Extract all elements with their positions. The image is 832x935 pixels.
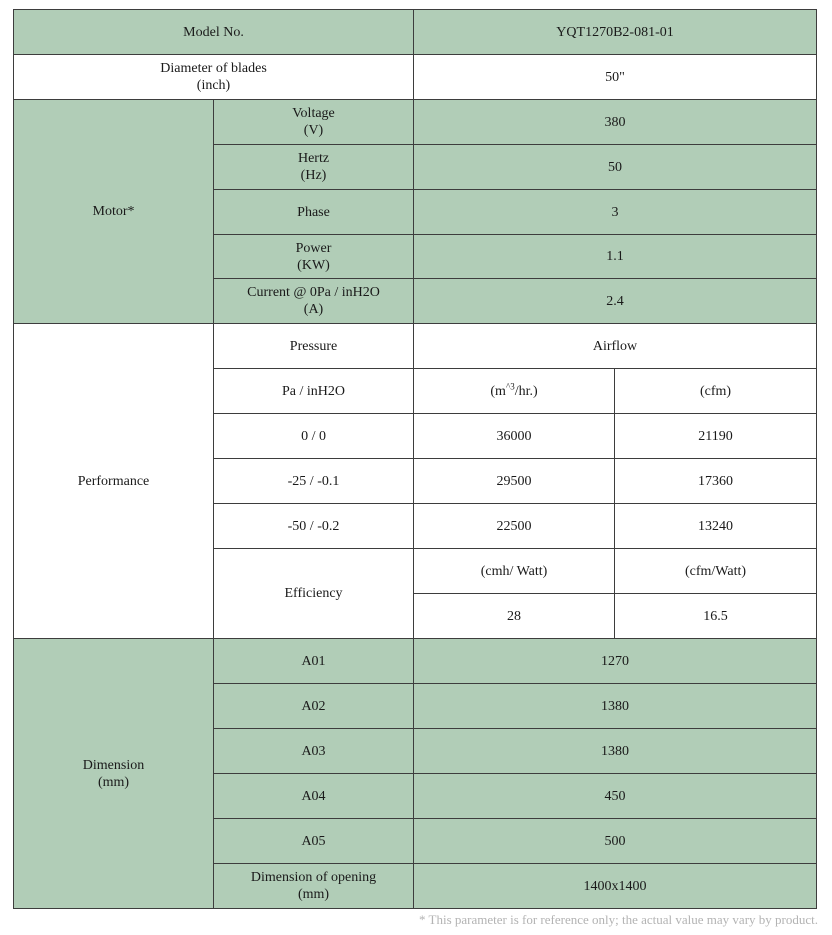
dimension-a01-value: 1270 (414, 639, 817, 684)
motor-phase-value: 3 (414, 190, 817, 235)
diameter-value: 50" (414, 55, 817, 100)
airflow-cfm-value: 13240 (615, 504, 817, 549)
footnote: * This parameter is for reference only; the actual value may vary by product. (419, 912, 818, 927)
efficiency-label: Efficiency (214, 549, 414, 639)
model-value: YQT1270B2-081-01 (414, 10, 817, 55)
motor-row-voltage (14, 100, 817, 145)
motor-phase-label: Phase (214, 190, 414, 235)
airflow-cfm-value: 17360 (615, 459, 817, 504)
airflow-m3-value: 29500 (414, 459, 615, 504)
airflow-header: Airflow (414, 324, 817, 369)
dimension-row-a01 (14, 639, 817, 684)
dimension-opening-label: Dimension of opening (mm) (214, 864, 414, 909)
pressure-value: 0 / 0 (214, 414, 414, 459)
model-label: Model No. (14, 10, 414, 55)
pressure-value: -25 / -0.1 (214, 459, 414, 504)
pressure-header: Pressure (214, 324, 414, 369)
airflow-unit-cfm: (cfm) (615, 369, 817, 414)
dimension-a01-label: A01 (214, 639, 414, 684)
airflow-m3-value: 22500 (414, 504, 615, 549)
motor-current-label: Current @ 0Pa / inH2O (A) (214, 279, 414, 324)
dimension-a05-value: 500 (414, 819, 817, 864)
dimension-a03-label: A03 (214, 729, 414, 774)
motor-current-value: 2.4 (414, 279, 817, 324)
performance-label: Performance (14, 324, 214, 639)
airflow-m3-value: 36000 (414, 414, 615, 459)
motor-voltage-value: 380 (414, 100, 817, 145)
dimension-a04-value: 450 (414, 774, 817, 819)
model-row (14, 10, 817, 55)
dimension-opening-value: 1400x1400 (414, 864, 817, 909)
efficiency-unit-cmh: (cmh/ Watt) (414, 549, 615, 594)
airflow-cfm-value: 21190 (615, 414, 817, 459)
dimension-a03-value: 1380 (414, 729, 817, 774)
motor-power-label: Power (KW) (214, 235, 414, 279)
dimension-a02-label: A02 (214, 684, 414, 729)
performance-header-row (14, 324, 817, 369)
efficiency-cmh-value: 28 (414, 594, 615, 639)
diameter-row (14, 55, 817, 100)
dimension-a04-label: A04 (214, 774, 414, 819)
motor-hertz-value: 50 (414, 145, 817, 190)
motor-label: Motor* (14, 100, 214, 324)
pressure-unit: Pa / inH2O (214, 369, 414, 414)
motor-hertz-label: Hertz (Hz) (214, 145, 414, 190)
efficiency-unit-cfm: (cfm/Watt) (615, 549, 817, 594)
dimension-label: Dimension (mm) (14, 639, 214, 909)
dimension-a02-value: 1380 (414, 684, 817, 729)
motor-voltage-label: Voltage (V) (214, 100, 414, 145)
diameter-label: Diameter of blades (inch) (14, 55, 414, 100)
efficiency-cfm-value: 16.5 (615, 594, 817, 639)
pressure-value: -50 / -0.2 (214, 504, 414, 549)
airflow-unit-m3: $(m^{\^{}3}/hr.)$ (414, 369, 615, 414)
motor-power-value: 1.1 (414, 235, 817, 279)
dimension-a05-label: A05 (214, 819, 414, 864)
spec-table (13, 9, 817, 909)
